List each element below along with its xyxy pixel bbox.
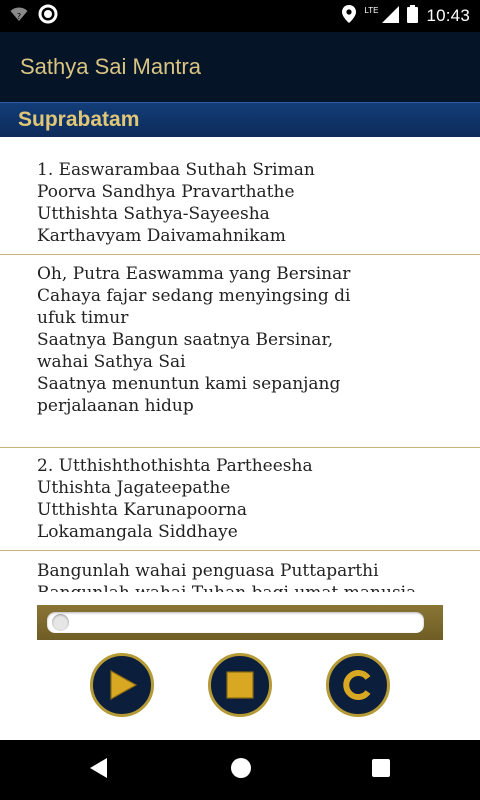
play-icon (105, 668, 139, 702)
navigation-bar (0, 740, 480, 800)
translation-line: Cahaya fajar sedang menyingsing di (37, 286, 351, 306)
verse-line: Karthavyam Daivamahnikam (37, 226, 286, 246)
status-bar (0, 0, 480, 32)
network-type: LTE (364, 5, 379, 15)
svg-text:?: ? (16, 12, 22, 21)
back-icon (89, 757, 109, 783)
verse-line: 2. Utthishthothishta Partheesha (37, 456, 313, 476)
verse-block (0, 159, 480, 247)
stop-button[interactable] (208, 653, 272, 717)
battery-icon (407, 5, 418, 27)
repeat-button[interactable] (326, 653, 390, 717)
verse-line: Lokamangala Siddhaye (37, 522, 238, 542)
divider (0, 447, 480, 448)
lyrics-scroll[interactable] (0, 137, 480, 592)
stop-icon (225, 670, 255, 700)
section-header (0, 102, 480, 137)
home-button[interactable] (229, 758, 253, 782)
verse-line: Uthishta Jagateepathe (37, 478, 231, 498)
audio-player (0, 592, 480, 740)
clock: 10:43 (426, 6, 470, 25)
app-bar (0, 32, 480, 102)
translation-line: Saatnya Bangun saatnya Bersinar, (37, 330, 334, 350)
verse-block (0, 455, 480, 543)
translation-line: ufuk timur (37, 308, 129, 328)
translation-line: Saatnya menuntun kami sepanjang (37, 374, 341, 394)
circle-notification-icon (38, 4, 58, 28)
progress-bar[interactable] (47, 612, 424, 633)
progress-frame (37, 605, 443, 640)
location-icon (342, 5, 356, 27)
back-button[interactable] (87, 758, 111, 782)
signal-icon (382, 6, 399, 27)
verse-line: Utthishta Sathya-Sayeesha (37, 204, 270, 224)
verse-line: Poorva Sandhya Pravarthathe (37, 182, 295, 202)
recents-icon (371, 758, 391, 782)
recents-button[interactable] (369, 758, 393, 782)
translation-line: wahai Sathya Sai (37, 352, 186, 372)
translation-block (0, 263, 480, 417)
translation-line: Oh, Putra Easwamma yang Bersinar (37, 264, 351, 284)
app-title: Sathya Sai Mantra (20, 54, 201, 79)
progress-knob[interactable] (52, 614, 69, 631)
repeat-icon (341, 668, 375, 702)
divider (0, 550, 480, 551)
translation-line: perjalaanan hidup (37, 396, 194, 416)
verse-line: Utthishta Karunapoorna (37, 500, 247, 520)
divider (0, 254, 480, 255)
home-icon (230, 757, 252, 783)
verse-line: 1. Easwarambaa Suthah Sriman (37, 160, 315, 180)
section-title: Suprabatam (18, 108, 140, 131)
translation-line: Bangunlah wahai penguasa Puttaparthi (37, 561, 379, 581)
play-button[interactable] (90, 653, 154, 717)
wifi-question-icon (10, 6, 28, 26)
